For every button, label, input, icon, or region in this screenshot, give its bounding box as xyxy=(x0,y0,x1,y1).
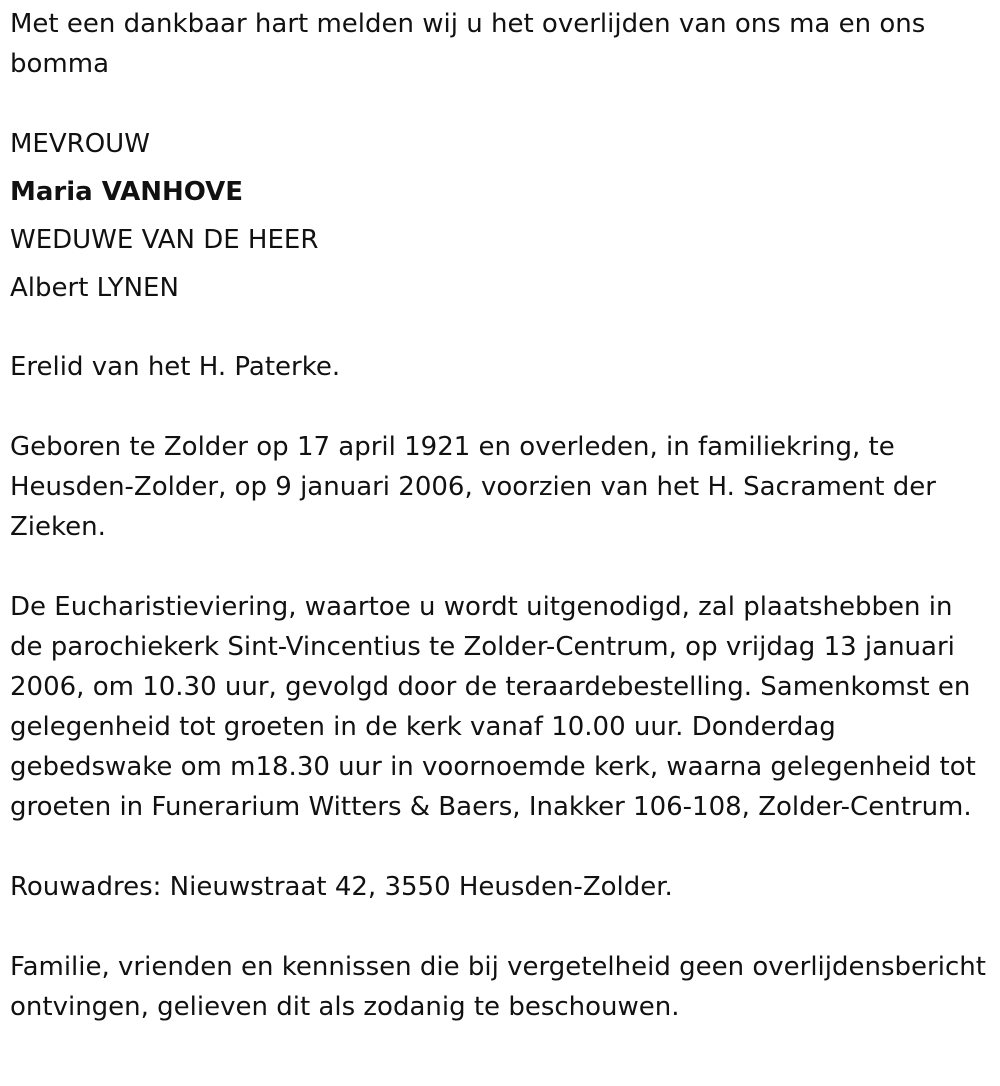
closing-text: Familie, vrienden en kennissen die bij vergetelheid geen overlijdensbericht ontvingen, gelieven dit als zodanig te beschouwen. xyxy=(10,952,986,1022)
ceremony-text: De Eucharistieviering, waartoe u wordt uitgenodigd, zal plaatshebben in de parochiekerk Sint-Vincentius te Zolder-Centrum, op vrijdag 13 januari 2006, om 10.30 uur, gevolgd door de teraardebestelling. Samenkomst en gelegenheid tot groeten in de kerk vanaf 10.00 uur. Donderdag gebedswake om m18.30 uur in voornoemde kerk, waarna gelegenheid tot groeten in Funerarium Witters & Baers, Inakker 106-108, Zolder-Centrum. xyxy=(10,592,976,822)
title-line: MEVROUW xyxy=(10,129,150,159)
name-block xyxy=(10,124,990,308)
deceased-name: Maria VANHOVE xyxy=(10,177,244,207)
address-text: Rouwadres: Nieuwstraat 42, 3550 Heusden-Zolder. xyxy=(10,872,673,902)
husband-name: Albert LYNEN xyxy=(10,273,179,303)
honorary-text: Erelid van het H. Paterke. xyxy=(10,352,341,382)
intro-text: Met een dankbaar hart melden wij u het overlijden van ons ma en ons bomma xyxy=(10,9,926,79)
widow-line: WEDUWE VAN DE HEER xyxy=(10,225,319,255)
birth-death-text: Geboren te Zolder op 17 april 1921 en overleden, in familiekring, te Heusden-Zolder, op 9 januari 2006, voorzien van het H. Sacrament der Zieken. xyxy=(10,432,936,542)
